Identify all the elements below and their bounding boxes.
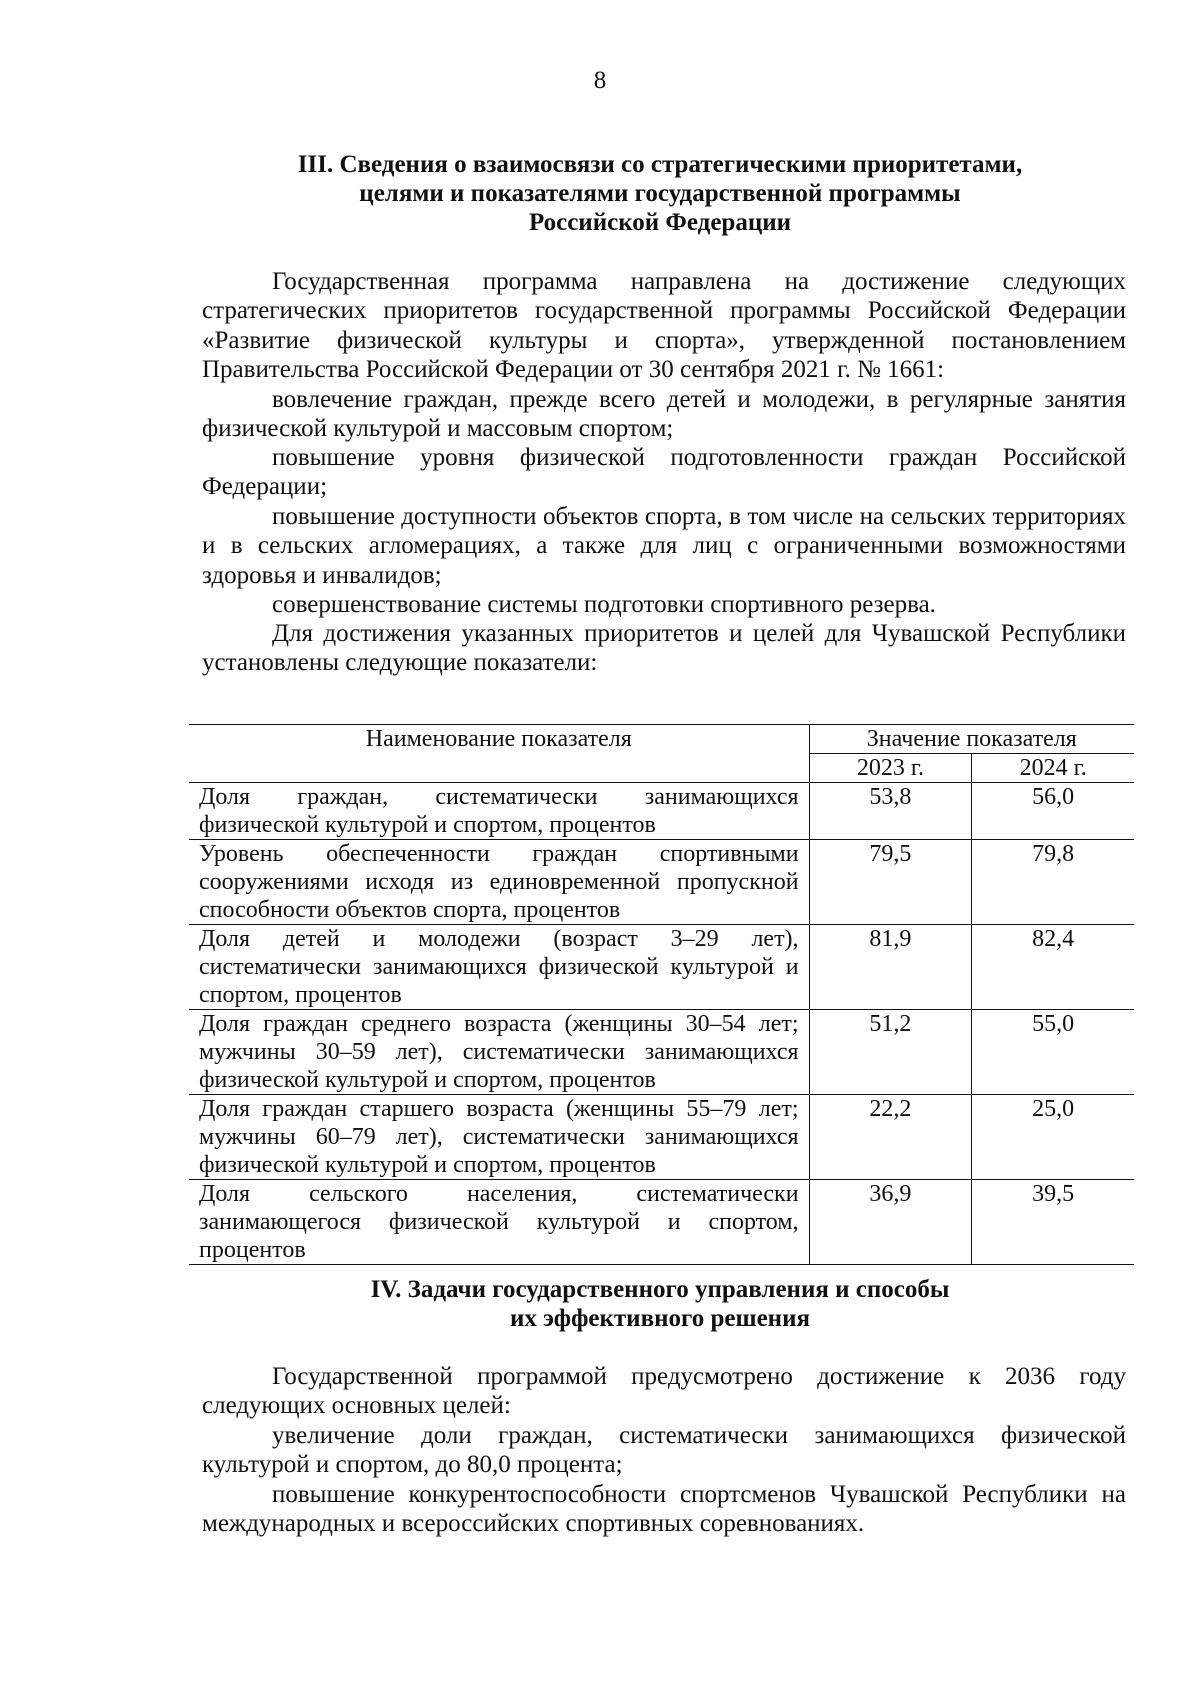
section-3-heading bbox=[160, 150, 1160, 237]
value-2024: 79,8 bbox=[972, 840, 1134, 925]
indicator-name: Уровень обеспеченности граждан спортивными сооружениями исходя из единовременной пропускной способности объектов спорта, процентов bbox=[189, 840, 809, 925]
indicator-name: Доля сельского населения, систематически занимающегося физической культурой и спортом, процентов bbox=[189, 1180, 809, 1265]
priority-item: повышение уровня физической подготовленности граждан Российской Федерации; bbox=[202, 444, 1126, 501]
value-2024: 55,0 bbox=[972, 1010, 1134, 1095]
section-4-heading-line: их эффективного решения bbox=[509, 1305, 810, 1332]
indicator-name: Доля детей и молодежи (возраст 3–29 лет), систематически занимающихся физической культурой и спортом, процентов bbox=[189, 925, 809, 1010]
indicators-table bbox=[189, 724, 1134, 1265]
page-number: 8 bbox=[593, 67, 607, 94]
section-4-intro-paragraph: Государственной программой предусмотрено достижение к 2036 году следующих основных целей: bbox=[202, 1363, 1126, 1420]
indicator-value-header: Значение показателя bbox=[809, 725, 1134, 754]
value-2023: 81,9 bbox=[809, 925, 972, 1010]
goal-item: увеличение доли граждан, систематически занимающихся физической культурой и спортом, до 80,0 процента; bbox=[202, 1422, 1126, 1479]
year-2023-header: 2023 г. bbox=[809, 754, 972, 783]
year-2024-header: 2024 г. bbox=[972, 754, 1134, 783]
value-2023: 36,9 bbox=[809, 1180, 972, 1265]
section-3-heading-line: Российской Федерации bbox=[528, 209, 792, 236]
indicator-name: Доля граждан старшего возраста (женщины 55–79 лет; мужчины 60–79 лет), систематически занимающихся физической культурой и спортом, процентов bbox=[189, 1095, 809, 1180]
indicator-name: Доля граждан, систематически занимающихся физической культурой и спортом, процентов bbox=[189, 783, 809, 840]
table-row bbox=[189, 1095, 1134, 1180]
section-3-intro-paragraph: Государственная программа направлена на достижение следующих стратегических приоритетов государственной программы Российской Федерации «Развитие физической культуры и спорта», утвержденной постановлением Правительства Российской Федерации от 30 сентября 2021 г. № 1661: bbox=[202, 268, 1126, 383]
value-2023: 22,2 bbox=[809, 1095, 972, 1180]
value-2024: 39,5 bbox=[972, 1180, 1134, 1265]
priority-item: вовлечение граждан, прежде всего детей и молодежи, в регулярные занятия физической культурой и массовым спортом; bbox=[202, 386, 1126, 443]
table-row bbox=[189, 840, 1134, 925]
section-4-heading bbox=[160, 1275, 1160, 1333]
indicators-lead-in: Для достижения указанных приоритетов и целей для Чувашской Республики установлены следующие показатели: bbox=[202, 620, 1126, 677]
priority-item: повышение доступности объектов спорта, в том числе на сельских территориях и в сельских агломерациях, а также для лиц с ограниченными возможностями здоровья и инвалидов; bbox=[202, 503, 1126, 589]
value-2023: 79,5 bbox=[809, 840, 972, 925]
section-3-heading-line: целями и показателями государственной программы bbox=[359, 180, 961, 207]
value-2023: 51,2 bbox=[809, 1010, 972, 1095]
table-row bbox=[189, 1010, 1134, 1095]
table-row bbox=[189, 925, 1134, 1010]
value-2024: 25,0 bbox=[972, 1095, 1134, 1180]
section-3-heading-line: III. Сведения о взаимосвязи со стратегическими приоритетами, bbox=[297, 151, 1023, 178]
indicator-name-header: Наименование показателя bbox=[189, 725, 809, 783]
table-row bbox=[189, 783, 1134, 840]
goal-item: повышение конкурентоспособности спортсменов Чувашской Республики на международных и всероссийских спортивных соревнованиях. bbox=[202, 1481, 1126, 1538]
value-2023: 53,8 bbox=[809, 783, 972, 840]
table-header-row bbox=[189, 725, 1134, 754]
priority-item: совершенствование системы подготовки спортивного резерва. bbox=[272, 591, 936, 618]
value-2024: 56,0 bbox=[972, 783, 1134, 840]
value-2024: 82,4 bbox=[972, 925, 1134, 1010]
section-4-heading-line: IV. Задачи государственного управления и способы bbox=[370, 1276, 950, 1303]
table-row bbox=[189, 1180, 1134, 1265]
indicator-name: Доля граждан среднего возраста (женщины 30–54 лет; мужчины 30–59 лет), систематически занимающихся физической культурой и спортом, процентов bbox=[189, 1010, 809, 1095]
